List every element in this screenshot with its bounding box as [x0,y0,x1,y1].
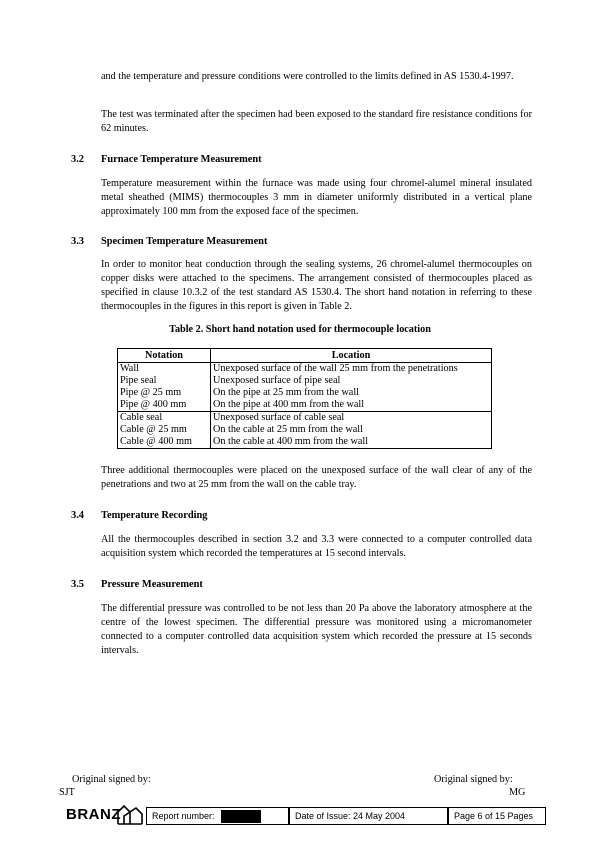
left-signature-name: SJT [59,787,75,798]
date-of-issue-box [289,807,448,825]
table-header-row [118,349,492,363]
table-row [118,399,492,412]
section-3-3-paragraph-1: In order to monitor heat conduction through the sealing systems, 26 chromel-alumel thermocouples on copper disks were attached to the specimens. The arrangement consisted of thermocouples placed as specified in clause 10.3.2 of the test standard AS 1530.4. The short hand notation in referring to these thermocouples in the figures in this report is given in Table 2. [101,259,532,312]
table-cell-location: Unexposed surface of pipe seal [211,375,492,387]
section-3-3-paragraph-2: Three additional thermocouples were placed on the unexposed surface of the wall clear of any of the penetrations and two at 25 mm from the wall on the cable tray. [101,465,532,490]
table-cell-location: On the pipe at 25 mm from the wall [211,387,492,399]
section-3-4-paragraph: All the thermocouples described in section 3.2 and 3.3 were connected to a computer controlled data acquisition system which recorded the temperatures at 15 second intervals. [101,534,532,559]
section-number-3-3: 3.3 [71,236,84,247]
table-cell-location: On the cable at 25 mm from the wall [211,424,492,436]
redacted-report-number [221,810,261,823]
table-cell-notation: Cable @ 25 mm [118,424,211,436]
section-title-3-2: Furnace Temperature Measurement [101,154,262,165]
intro-paragraph-2: The test was terminated after the specimen had been exposed to the standard fire resistance conditions for 62 minutes. [101,109,532,134]
report-number-box [146,807,289,825]
table-cell-notation: Cable seal [118,412,211,425]
report-number-label: Report number: [152,811,215,821]
section-number-3-5: 3.5 [71,579,84,590]
intro-paragraph-1: and the temperature and pressure conditions were controlled to the limits defined in AS 1530.4-1997. [101,71,514,82]
branz-logo-mark-icon [117,804,143,826]
table-cell-notation: Pipe @ 25 mm [118,387,211,399]
branz-logo: BRANZ [66,806,121,823]
section-3-5-paragraph: The differential pressure was controlled to be not less than 20 Pa above the laboratory atmosphere at the centre of the lowest specimen. The differential pressure was monitored using a micromanometer connected to a computer controlled data acquisition system which recorded the pressure at 15 seconds intervals. [101,603,532,656]
table-row [118,412,492,425]
table-cell-notation: Cable @ 400 mm [118,436,211,449]
section-number-3-4: 3.4 [71,510,84,521]
section-3-2-paragraph: Temperature measurement within the furnace was made using four chromel-alumel mineral insulated metal sheathed (MIMS) thermocouples 3 mm in diameter uniformly distributed in a vertical plane approximately 100 mm from the exposed face of the specimen. [101,178,532,217]
table-row [118,436,492,449]
table-row [118,424,492,436]
section-title-3-3: Specimen Temperature Measurement [101,236,268,247]
table-header-location: Location [211,349,492,363]
table-cell-notation: Wall [118,363,211,376]
table-cell-location: Unexposed surface of cable seal [211,412,492,425]
table-row [118,387,492,399]
left-signature-label: Original signed by: [72,774,151,785]
page-number-box [448,807,546,825]
table-row [118,375,492,387]
section-title-3-4: Temperature Recording [101,510,208,521]
table-header-notation: Notation [118,349,211,363]
date-of-issue: Date of Issue: 24 May 2004 [295,811,406,821]
section-title-3-5: Pressure Measurement [101,579,203,590]
table-cell-notation: Pipe @ 400 mm [118,399,211,412]
table-cell-location: Unexposed surface of the wall 25 mm from the penetrations [211,363,492,376]
section-number-3-2: 3.2 [71,154,84,165]
table-caption: Table 2. Short hand notation used for thermocouple location [169,324,431,335]
page-number: Page 6 of 15 Pages [454,811,534,821]
table-row [118,363,492,376]
table-cell-location: On the cable at 400 mm from the wall [211,436,492,449]
thermocouple-notation-table [117,348,492,449]
table-cell-notation: Pipe seal [118,375,211,387]
right-signature-name: MG [509,787,526,798]
right-signature-label: Original signed by: [434,774,513,785]
table-cell-location: On the pipe at 400 mm from the wall [211,399,492,412]
